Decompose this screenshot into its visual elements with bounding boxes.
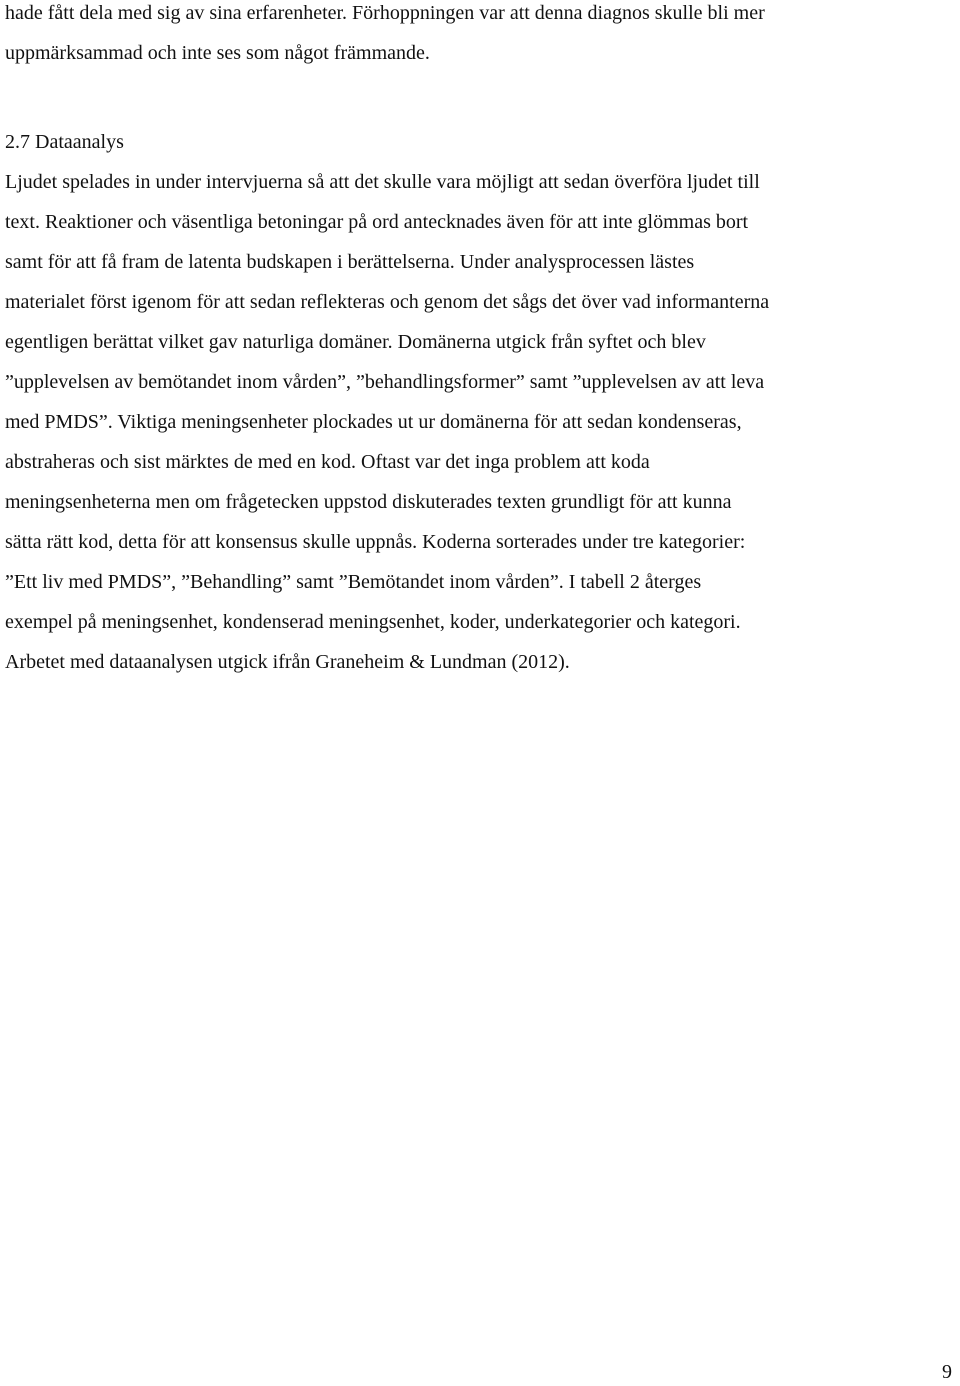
text-line: Arbetet med dataanalysen utgick ifrån Graneheim & Lundman (2012).	[5, 651, 570, 673]
text-line: hade fått dela med sig av sina erfarenheter. Förhoppningen var att denna diagnos skulle bli mer	[5, 2, 765, 24]
text-line: meningsenheterna men om frågetecken uppstod diskuterades texten grundligt för att kunna	[5, 491, 732, 513]
text-line: uppmärksammad och inte ses som något främmande.	[5, 42, 430, 64]
intro-paragraph	[5, 0, 950, 73]
section-dataanalys	[5, 122, 950, 682]
text-line: text. Reaktioner och väsentliga betoningar på ord antecknades även för att inte glömmas bort	[5, 211, 749, 233]
text-line: egentligen berättat vilket gav naturliga domäner. Domänerna utgick från syftet och blev	[5, 331, 706, 353]
text-line: ”Ett liv med PMDS”, ”Behandling” samt ”Bemötandet inom vården”. I tabell 2 återges	[5, 571, 702, 593]
text-line: sätta rätt kod, detta för att konsensus skulle uppnås. Koderna sorterades under tre kategorier:	[5, 531, 746, 553]
text-line: ”upplevelsen av bemötandet inom vården”, ”behandlingsformer” samt ”upplevelsen av att leva	[5, 371, 765, 393]
text-line: exempel på meningsenhet, kondenserad meningsenhet, koder, underkategorier och kategori.	[5, 611, 741, 633]
page-number: 9	[942, 1361, 952, 1383]
text-line: Ljudet spelades in under intervjuerna så att det skulle vara möjligt att sedan överföra ljudet till	[5, 171, 760, 193]
text-line: materialet först igenom för att sedan reflekteras och genom det sågs det över vad informanterna	[5, 291, 770, 313]
text-line: samt för att få fram de latenta budskapen i berättelserna. Under analysprocessen lästes	[5, 251, 695, 273]
text-line: med PMDS”. Viktiga meningsenheter plockades ut ur domänerna för att sedan kondenseras,	[5, 411, 742, 433]
section-heading: 2.7 Dataanalys	[5, 131, 124, 153]
text-line: abstraheras och sist märktes de med en kod. Oftast var det inga problem att koda	[5, 451, 650, 473]
